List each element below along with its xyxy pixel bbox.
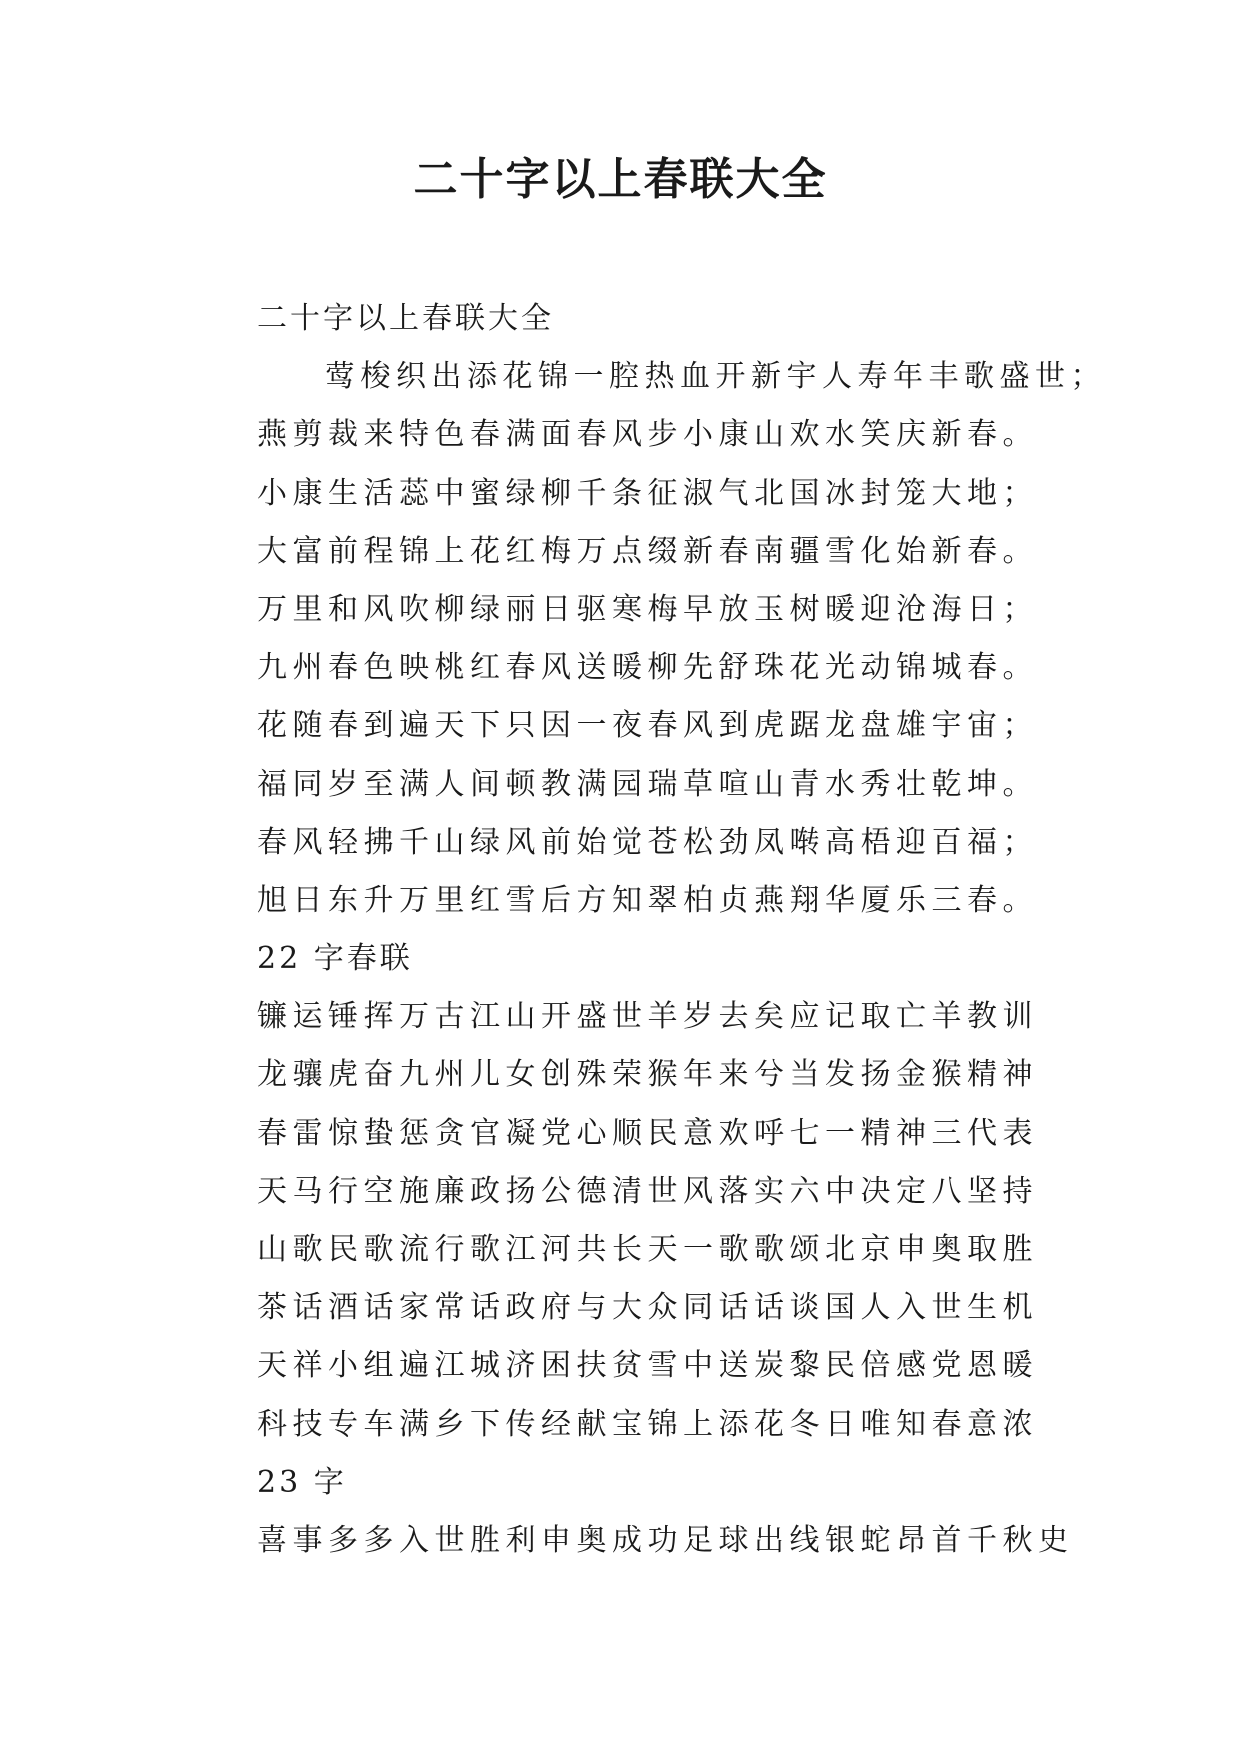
couplet-line: 龙骧虎奋九州儿女创殊荣猴年来兮当发扬金猴精神 bbox=[257, 1057, 1038, 1093]
couplet-line: 镰运锤挥万古江山开盛世羊岁去矣应记取亡羊教训 bbox=[257, 999, 1038, 1035]
couplet-line: 山歌民歌流行歌江河共长天一歌歌颂北京申奥取胜 bbox=[257, 1232, 1038, 1267]
couplet-line: 春雷惊蛰惩贪官凝党心顺民意欢呼七一精神三代表 bbox=[257, 1115, 1038, 1151]
section-heading: 23 字 bbox=[257, 1464, 347, 1500]
couplet-line: 天马行空施廉政扬公德清世风落实六中决定八坚持 bbox=[257, 1173, 1038, 1209]
couplet-line: 春风轻拂千山绿风前始觉苍松劲凤啭高梧迎百福； bbox=[257, 824, 1038, 860]
couplet-line: 九州春色映桃红春风送暖柳先舒珠花光动锦城春。 bbox=[257, 650, 1038, 686]
document-title: 二十字以上春联大全 bbox=[413, 154, 828, 205]
couplet-line: 喜事多多入世胜利申奥成功足球出线银蛇昂首千秋史 bbox=[257, 1522, 1074, 1558]
couplet-line: 福同岁至满人间顿教满园瑞草喧山青水秀壮乾坤。 bbox=[257, 766, 1038, 802]
section-heading: 二十字以上春联大全 bbox=[257, 301, 554, 336]
couplet-line: 万里和风吹柳绿丽日驱寒梅早放玉树暖迎沧海日； bbox=[257, 591, 1038, 627]
couplet-line: 小康生活蕊中蜜绿柳千条征淑气北国冰封笼大地； bbox=[257, 475, 1038, 511]
couplet-line: 花随春到遍天下只因一夜春风到虎踞龙盘雄宇宙； bbox=[257, 708, 1038, 744]
couplet-line: 天祥小组遍江城济困扶贫雪中送炭黎民倍感党恩暖 bbox=[257, 1348, 1038, 1384]
section-heading: 22 字春联 bbox=[257, 941, 413, 977]
couplet-line: 大富前程锦上花红梅万点缀新春南疆雪化始新春。 bbox=[257, 533, 1038, 569]
couplet-line: 茶话酒话家常话政府与大众同话话谈国人入世生机 bbox=[257, 1290, 1038, 1326]
couplet-line: 燕剪裁来特色春满面春风步小康山欢水笑庆新春。 bbox=[257, 417, 1038, 453]
couplet-line: 科技专车满乡下传经献宝锦上添花冬日唯知春意浓 bbox=[257, 1406, 1038, 1442]
document-body bbox=[257, 290, 1137, 1570]
couplet-line: 旭日东升万里红雪后方知翠柏贞燕翔华厦乐三春。 bbox=[257, 882, 1038, 918]
couplet-line: 莺梭织出添花锦一腔热血开新宇人寿年丰歌盛世； bbox=[325, 359, 1106, 395]
